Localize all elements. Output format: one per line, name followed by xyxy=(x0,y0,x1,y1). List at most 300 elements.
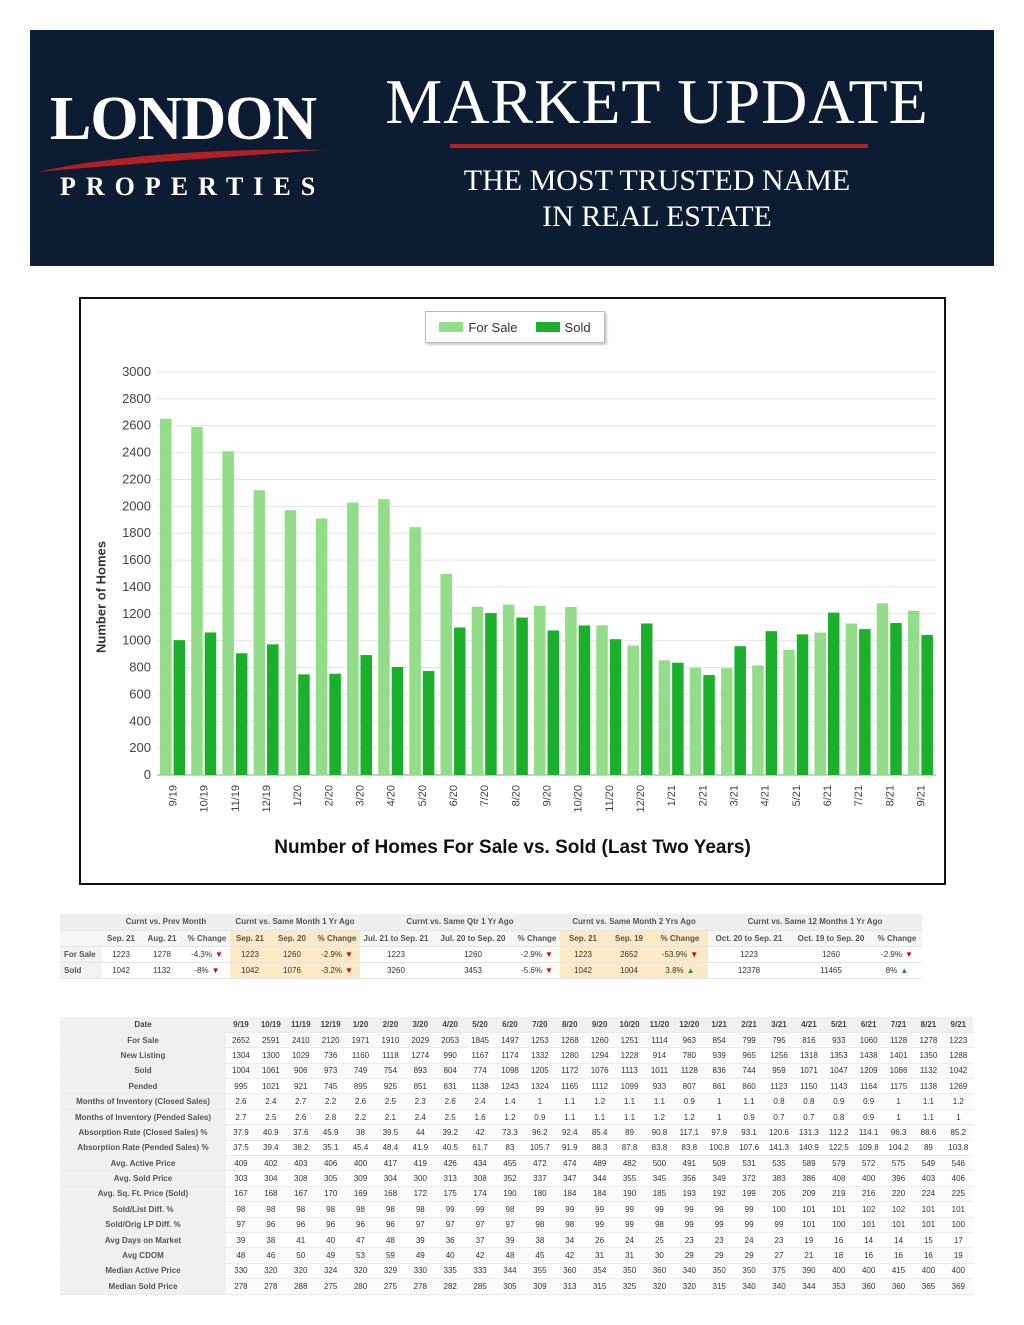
bar-sold xyxy=(797,634,809,775)
comparison-value-cell: 12378 xyxy=(708,962,790,978)
stats-value-cell: 105.7 xyxy=(525,1140,555,1155)
y-tick-label: 2800 xyxy=(122,390,151,406)
stats-value-cell: 39 xyxy=(226,1232,256,1247)
stats-value-cell: 99 xyxy=(764,1217,794,1232)
stats-value-cell: 38 xyxy=(256,1232,286,1247)
stats-value-cell: 169 xyxy=(346,1186,376,1201)
bar-for-sale xyxy=(814,633,826,775)
stats-value-cell: 45.9 xyxy=(316,1125,346,1140)
comparison-column-header: Jul. 20 to Sep. 20 xyxy=(432,930,514,946)
stats-value-cell: 1294 xyxy=(585,1048,615,1063)
stats-value-cell: 1304 xyxy=(226,1048,256,1063)
stats-value-cell: 1029 xyxy=(286,1048,316,1063)
bar-sold xyxy=(454,628,466,775)
stats-value-cell: 1138 xyxy=(465,1079,495,1094)
stats-value-cell: 1004 xyxy=(226,1063,256,1078)
stats-value-cell: 335 xyxy=(435,1263,465,1278)
stats-value-cell: 41 xyxy=(286,1232,316,1247)
y-tick-label: 3000 xyxy=(122,364,151,379)
percent-change-cell xyxy=(184,946,230,962)
stats-value-cell: 1350 xyxy=(913,1048,943,1063)
stats-value-cell: 386 xyxy=(794,1171,824,1186)
stats-value-cell: 491 xyxy=(674,1156,704,1171)
bar-sold xyxy=(641,623,653,775)
stats-value-cell: 749 xyxy=(346,1063,376,1078)
stats-month-header: 12/19 xyxy=(316,1017,346,1032)
y-tick-label: 2400 xyxy=(122,444,151,460)
stats-value-cell: 2.6 xyxy=(346,1094,376,1109)
stats-row xyxy=(60,1263,973,1278)
stats-value-cell: 30 xyxy=(644,1248,674,1263)
stats-month-header: 1/21 xyxy=(704,1017,734,1032)
stats-value-cell: 101 xyxy=(943,1202,973,1217)
stats-value-cell: 96.2 xyxy=(525,1125,555,1140)
stats-value-cell: 2.4 xyxy=(256,1094,286,1109)
stats-value-cell: 39 xyxy=(405,1232,435,1247)
stats-value-cell: 1251 xyxy=(615,1032,645,1047)
stats-value-cell: 98 xyxy=(316,1202,346,1217)
stats-value-cell: 99 xyxy=(734,1202,764,1217)
comparison-row-label: Sold xyxy=(60,962,102,978)
stats-value-cell: 39.2 xyxy=(435,1125,465,1140)
stats-value-cell: 933 xyxy=(644,1079,674,1094)
comparison-value-cell: 1042 xyxy=(560,962,606,978)
stats-value-cell: 360 xyxy=(555,1263,585,1278)
stats-value-cell: 305 xyxy=(316,1171,346,1186)
stats-value-cell: 2.4 xyxy=(405,1109,435,1124)
stats-value-cell: 482 xyxy=(615,1156,645,1171)
stats-value-cell: 933 xyxy=(824,1032,854,1047)
bar-sold xyxy=(610,639,622,775)
bar-sold xyxy=(392,667,404,775)
stats-value-cell: 172 xyxy=(405,1186,435,1201)
percent-change-cell xyxy=(314,946,360,962)
stats-value-cell: 1278 xyxy=(913,1032,943,1047)
stats-value-cell: 1300 xyxy=(256,1048,286,1063)
legend-label-sold: Sold xyxy=(564,319,591,335)
stats-value-cell: 1318 xyxy=(794,1048,824,1063)
stats-month-header: 8/21 xyxy=(913,1017,943,1032)
stats-value-cell: 96.3 xyxy=(884,1125,914,1140)
bar-for-sale xyxy=(534,606,546,775)
stats-value-cell: 100.8 xyxy=(704,1140,734,1155)
stats-value-cell: 2.7 xyxy=(226,1109,256,1124)
percent-change-value: 8% xyxy=(885,965,898,975)
stats-value-cell: 275 xyxy=(375,1279,405,1294)
stats-value-cell: 1 xyxy=(704,1109,734,1124)
stats-value-cell: 97 xyxy=(495,1217,525,1232)
stats-value-cell: 799 xyxy=(734,1032,764,1047)
stats-value-cell: 406 xyxy=(316,1156,346,1171)
stats-value-cell: 851 xyxy=(405,1079,435,1094)
x-tick-label: 7/21 xyxy=(853,785,866,807)
stats-value-cell: 1160 xyxy=(346,1048,376,1063)
stats-month-header: 5/20 xyxy=(465,1017,495,1032)
stats-value-cell: 40.5 xyxy=(435,1140,465,1155)
stats-value-cell: 0.7 xyxy=(764,1109,794,1124)
stats-value-cell: 98 xyxy=(346,1202,376,1217)
stats-month-header: 8/20 xyxy=(555,1017,585,1032)
stats-value-cell: 37 xyxy=(465,1232,495,1247)
stats-value-cell: 320 xyxy=(286,1263,316,1278)
stats-value-cell: 305 xyxy=(495,1279,525,1294)
stats-value-cell: 44 xyxy=(405,1125,435,1140)
bar-sold xyxy=(921,635,933,775)
stats-value-cell: 854 xyxy=(704,1032,734,1047)
stats-value-cell: 85.2 xyxy=(943,1125,973,1140)
stats-value-cell: 1497 xyxy=(495,1032,525,1047)
stats-value-cell: 308 xyxy=(465,1171,495,1186)
stats-value-cell: 0.9 xyxy=(734,1109,764,1124)
stats-value-cell: 795 xyxy=(764,1032,794,1047)
comparison-column-header: Jul. 21 to Sep. 21 xyxy=(360,930,432,946)
stats-value-cell: 16 xyxy=(824,1232,854,1247)
bar-for-sale xyxy=(472,607,484,775)
stats-value-cell: 320 xyxy=(674,1279,704,1294)
y-tick-label: 2600 xyxy=(122,417,151,433)
stats-value-cell: 1175 xyxy=(884,1079,914,1094)
stats-value-cell: 1260 xyxy=(585,1032,615,1047)
comparison-value-cell: 1223 xyxy=(708,946,790,962)
stats-value-cell: 365 xyxy=(913,1279,943,1294)
stats-value-cell: 2.5 xyxy=(375,1094,405,1109)
stats-value-cell: 426 xyxy=(435,1156,465,1171)
percent-change-cell xyxy=(652,962,708,978)
stats-value-cell: 1150 xyxy=(794,1079,824,1094)
x-tick-label: 4/21 xyxy=(759,785,772,807)
stats-row-label: Median Sold Price xyxy=(60,1279,226,1294)
stats-value-cell: 315 xyxy=(585,1279,615,1294)
stats-value-cell: 98 xyxy=(495,1202,525,1217)
stats-month-header: 7/20 xyxy=(525,1017,555,1032)
comparison-column-header: Aug. 21 xyxy=(140,930,184,946)
stats-value-cell: 42 xyxy=(465,1125,495,1140)
stats-month-header: 1/20 xyxy=(346,1017,376,1032)
stats-value-cell: 1205 xyxy=(525,1063,555,1078)
percent-change-value: -2.9% xyxy=(321,949,342,959)
stats-value-cell: 31 xyxy=(585,1248,615,1263)
stats-value-cell: 100 xyxy=(764,1202,794,1217)
comparison-column-header: Oct. 20 to Sep. 21 xyxy=(708,930,790,946)
comparison-subheader xyxy=(60,930,922,946)
stats-value-cell: 861 xyxy=(704,1079,734,1094)
stats-row-label: Sold/List Diff. % xyxy=(60,1202,226,1217)
stats-value-cell: 973 xyxy=(316,1063,346,1078)
stats-value-cell: 345 xyxy=(644,1171,674,1186)
stats-value-cell: 906 xyxy=(286,1063,316,1078)
stats-value-cell: 1060 xyxy=(854,1032,884,1047)
bar-sold xyxy=(734,646,746,775)
stats-value-cell: 101 xyxy=(884,1217,914,1232)
bar-for-sale xyxy=(378,499,390,775)
stats-value-cell: 589 xyxy=(794,1156,824,1171)
bar-for-sale xyxy=(160,419,172,775)
stats-value-cell: 2.4 xyxy=(465,1094,495,1109)
stats-value-cell: 0.9 xyxy=(674,1094,704,1109)
percent-change-cell xyxy=(184,962,230,978)
stats-value-cell: 98 xyxy=(226,1202,256,1217)
y-tick-label: 200 xyxy=(129,740,151,756)
x-tick-label: 9/21 xyxy=(915,785,928,807)
stats-value-cell: 1076 xyxy=(585,1063,615,1078)
x-tick-label: 11/19 xyxy=(229,785,242,812)
stats-value-cell: 344 xyxy=(495,1263,525,1278)
stats-value-cell: 1.1 xyxy=(644,1094,674,1109)
stats-value-cell: 0.8 xyxy=(794,1094,824,1109)
comparison-group-label: Curnt vs. Same Month 1 Yr Ago xyxy=(230,914,360,930)
stats-value-cell: 120.6 xyxy=(764,1125,794,1140)
stats-value-cell: 320 xyxy=(644,1279,674,1294)
comparison-group-label: Curnt vs. Same Qtr 1 Yr Ago xyxy=(360,914,560,930)
stats-value-cell: 1165 xyxy=(555,1079,585,1094)
bar-for-sale xyxy=(908,611,920,775)
bar-sold xyxy=(548,630,560,775)
y-tick-label: 1400 xyxy=(122,578,151,594)
stats-value-cell: 2.8 xyxy=(316,1109,346,1124)
stats-value-cell: 1 xyxy=(704,1094,734,1109)
percent-change-cell xyxy=(872,962,922,978)
stats-value-cell: 546 xyxy=(943,1156,973,1171)
stats-value-cell: 816 xyxy=(794,1032,824,1047)
comparison-value-cell: 1223 xyxy=(560,946,606,962)
x-tick-label: 8/20 xyxy=(510,785,523,807)
legend-item-for-sale xyxy=(439,320,517,335)
x-tick-label: 7/20 xyxy=(479,785,492,807)
stats-row-label: Sold/Orig LP Diff. % xyxy=(60,1217,226,1232)
comparison-table xyxy=(60,914,922,979)
x-tick-label: 5/20 xyxy=(416,785,429,807)
stats-value-cell: 1.4 xyxy=(495,1094,525,1109)
stats-value-cell: 744 xyxy=(734,1063,764,1078)
stats-value-cell: 403 xyxy=(286,1156,316,1171)
x-tick-label: 6/20 xyxy=(448,785,461,807)
bar-sold xyxy=(267,644,279,775)
stats-value-cell: 219 xyxy=(824,1186,854,1201)
stats-value-cell: 29 xyxy=(734,1248,764,1263)
bar-sold xyxy=(703,675,715,775)
stats-value-cell: 408 xyxy=(824,1171,854,1186)
bar-for-sale xyxy=(721,668,733,775)
stats-value-cell: 1228 xyxy=(615,1048,645,1063)
percent-change-cell xyxy=(652,946,708,962)
stats-value-cell: 353 xyxy=(824,1279,854,1294)
stats-value-cell: 1112 xyxy=(585,1079,615,1094)
stats-value-cell: 308 xyxy=(286,1171,316,1186)
stats-value-cell: 19 xyxy=(943,1248,973,1263)
stats-value-cell: 27 xyxy=(764,1248,794,1263)
stats-value-cell: 102 xyxy=(884,1202,914,1217)
chart-panel xyxy=(79,297,946,885)
stats-value-cell: 101 xyxy=(913,1217,943,1232)
bar-for-sale xyxy=(441,574,453,775)
stats-value-cell: 1.1 xyxy=(913,1094,943,1109)
stats-value-cell: 0.8 xyxy=(764,1094,794,1109)
stats-row xyxy=(60,1279,973,1294)
stats-value-cell: 320 xyxy=(346,1263,376,1278)
stats-value-cell: 1223 xyxy=(943,1032,973,1047)
stats-value-cell: 26 xyxy=(585,1232,615,1247)
stats-value-cell: 39.5 xyxy=(375,1125,405,1140)
stats-value-cell: 1910 xyxy=(375,1032,405,1047)
x-tick-label: 10/19 xyxy=(198,785,211,813)
stats-value-cell: 38.2 xyxy=(286,1140,316,1155)
x-tick-label: 12/19 xyxy=(261,785,274,813)
comparison-group-label: Curnt vs. Same 12 Months 1 Yr Ago xyxy=(708,914,922,930)
stats-value-cell: 754 xyxy=(375,1063,405,1078)
stats-row xyxy=(60,1140,973,1155)
comparison-value-cell: 1223 xyxy=(102,946,140,962)
arrow-down-icon: ▼ xyxy=(904,949,913,959)
stats-value-cell: 45.4 xyxy=(346,1140,376,1155)
comparison-value-cell: 1132 xyxy=(140,962,184,978)
bar-for-sale xyxy=(565,607,577,775)
y-tick-label: 600 xyxy=(129,686,151,702)
stats-value-cell: 41.9 xyxy=(405,1140,435,1155)
monthly-stats-table xyxy=(60,1017,973,1295)
arrow-down-icon: ▼ xyxy=(344,949,353,959)
stats-value-cell: 98 xyxy=(256,1202,286,1217)
stats-row-label: Pended xyxy=(60,1079,226,1094)
stats-value-cell: 45 xyxy=(525,1248,555,1263)
arrow-up-icon: ▲ xyxy=(686,965,695,975)
comparison-value-cell: 1278 xyxy=(140,946,184,962)
stats-value-cell: 1353 xyxy=(824,1048,854,1063)
corner-cell xyxy=(60,914,102,930)
stats-row xyxy=(60,1063,973,1078)
bar-for-sale xyxy=(752,665,764,775)
stats-value-cell: 400 xyxy=(913,1263,943,1278)
stats-value-cell: 102 xyxy=(854,1202,884,1217)
stats-month-header: 11/20 xyxy=(644,1017,674,1032)
stats-value-cell: 1438 xyxy=(854,1048,884,1063)
bar-sold xyxy=(236,653,248,775)
stats-value-cell: 337 xyxy=(525,1171,555,1186)
stats-value-cell: 224 xyxy=(913,1186,943,1201)
stats-value-cell: 107.6 xyxy=(734,1140,764,1155)
bar-chart xyxy=(81,299,944,883)
stats-row xyxy=(60,1079,973,1094)
bar-for-sale xyxy=(659,660,671,775)
percent-change-value: -8% xyxy=(194,965,209,975)
x-tick-label: 2/21 xyxy=(697,785,710,807)
stats-value-cell: 2410 xyxy=(286,1032,316,1047)
stats-value-cell: 402 xyxy=(256,1156,286,1171)
stats-value-cell: 400 xyxy=(346,1156,376,1171)
x-tick-label: 4/20 xyxy=(385,785,398,807)
stats-value-cell: 17 xyxy=(943,1232,973,1247)
stats-value-cell: 324 xyxy=(316,1263,346,1278)
stats-value-cell: 88.3 xyxy=(585,1140,615,1155)
stats-row-label: Median Active Price xyxy=(60,1263,226,1278)
stats-value-cell: 1.1 xyxy=(734,1094,764,1109)
bar-for-sale xyxy=(285,510,297,775)
stats-value-cell: 34 xyxy=(555,1232,585,1247)
stats-value-cell: 304 xyxy=(375,1171,405,1186)
stats-value-cell: 47 xyxy=(346,1232,376,1247)
stats-value-cell: 174 xyxy=(465,1186,495,1201)
stats-row xyxy=(60,1248,973,1263)
stats-value-cell: 85.4 xyxy=(585,1125,615,1140)
stats-row-label: Avg. Active Price xyxy=(60,1156,226,1171)
stats-value-cell: 1042 xyxy=(943,1063,973,1078)
x-tick-label: 2/20 xyxy=(323,785,336,807)
stats-month-header: 10/19 xyxy=(256,1017,286,1032)
stats-value-cell: 1.1 xyxy=(913,1109,943,1124)
comparison-value-cell: 1260 xyxy=(432,946,514,962)
comparison-row xyxy=(60,946,922,962)
stats-month-header: 6/21 xyxy=(854,1017,884,1032)
stats-value-cell: 965 xyxy=(734,1048,764,1063)
x-tick-label: 11/20 xyxy=(603,785,616,812)
stats-value-cell: 2029 xyxy=(405,1032,435,1047)
stats-value-cell: 282 xyxy=(435,1279,465,1294)
stats-value-cell: 1128 xyxy=(884,1032,914,1047)
stats-value-cell: 36 xyxy=(435,1232,465,1247)
stats-value-cell: 990 xyxy=(435,1048,465,1063)
bar-for-sale xyxy=(627,646,639,775)
percent-change-value: -2.9% xyxy=(881,949,902,959)
stats-value-cell: 2.1 xyxy=(375,1109,405,1124)
stats-value-cell: 199 xyxy=(734,1186,764,1201)
stats-value-cell: 417 xyxy=(375,1156,405,1171)
stats-value-cell: 99 xyxy=(555,1202,585,1217)
stats-value-cell: 0.8 xyxy=(824,1109,854,1124)
comparison-column-header: Sep. 20 xyxy=(270,930,314,946)
arrow-down-icon: ▼ xyxy=(344,965,353,975)
percent-change-value: -53.9% xyxy=(661,949,688,959)
stats-value-cell: 1.2 xyxy=(644,1109,674,1124)
stats-value-cell: 117.1 xyxy=(674,1125,704,1140)
stats-month-header: 5/21 xyxy=(824,1017,854,1032)
stats-value-cell: 1.2 xyxy=(943,1094,973,1109)
stats-value-cell: 1164 xyxy=(854,1079,884,1094)
stats-value-cell: 97 xyxy=(435,1217,465,1232)
comparison-value-cell: 1004 xyxy=(606,962,652,978)
arrow-down-icon: ▼ xyxy=(214,949,223,959)
stats-value-cell: 99 xyxy=(734,1217,764,1232)
x-tick-label: 6/21 xyxy=(821,785,834,807)
stats-value-cell: 61.7 xyxy=(465,1140,495,1155)
stats-value-cell: 48 xyxy=(226,1248,256,1263)
stats-value-cell: 104.2 xyxy=(884,1140,914,1155)
stats-value-cell: 100 xyxy=(943,1217,973,1232)
comparison-value-cell: 1042 xyxy=(230,962,270,978)
stats-value-cell: 99 xyxy=(704,1202,734,1217)
y-tick-label: 400 xyxy=(129,713,151,729)
stats-value-cell: 2591 xyxy=(256,1032,286,1047)
chart-legend xyxy=(425,311,605,343)
stats-value-cell: 37.6 xyxy=(286,1125,316,1140)
stats-value-cell: 24 xyxy=(734,1232,764,1247)
comparison-value-cell: 1042 xyxy=(102,962,140,978)
stats-value-cell: 1845 xyxy=(465,1032,495,1047)
stats-value-cell: 1047 xyxy=(824,1063,854,1078)
stats-value-cell: 114.1 xyxy=(854,1125,884,1140)
bar-sold xyxy=(174,640,186,775)
stats-value-cell: 360 xyxy=(854,1279,884,1294)
stats-row-label: Avg CDOM xyxy=(60,1248,226,1263)
y-axis-title: Number of Homes xyxy=(93,541,109,653)
stats-value-cell: 320 xyxy=(256,1263,286,1278)
stats-value-cell: 225 xyxy=(943,1186,973,1201)
stats-value-cell: 2.6 xyxy=(435,1094,465,1109)
stats-value-cell: 0.9 xyxy=(824,1094,854,1109)
stats-value-cell: 193 xyxy=(674,1186,704,1201)
bar-sold xyxy=(766,631,778,775)
stats-value-cell: 309 xyxy=(525,1279,555,1294)
stats-row-label: Months of Inventory (Pended Sales) xyxy=(60,1109,226,1124)
stats-month-header: 6/20 xyxy=(495,1017,525,1032)
